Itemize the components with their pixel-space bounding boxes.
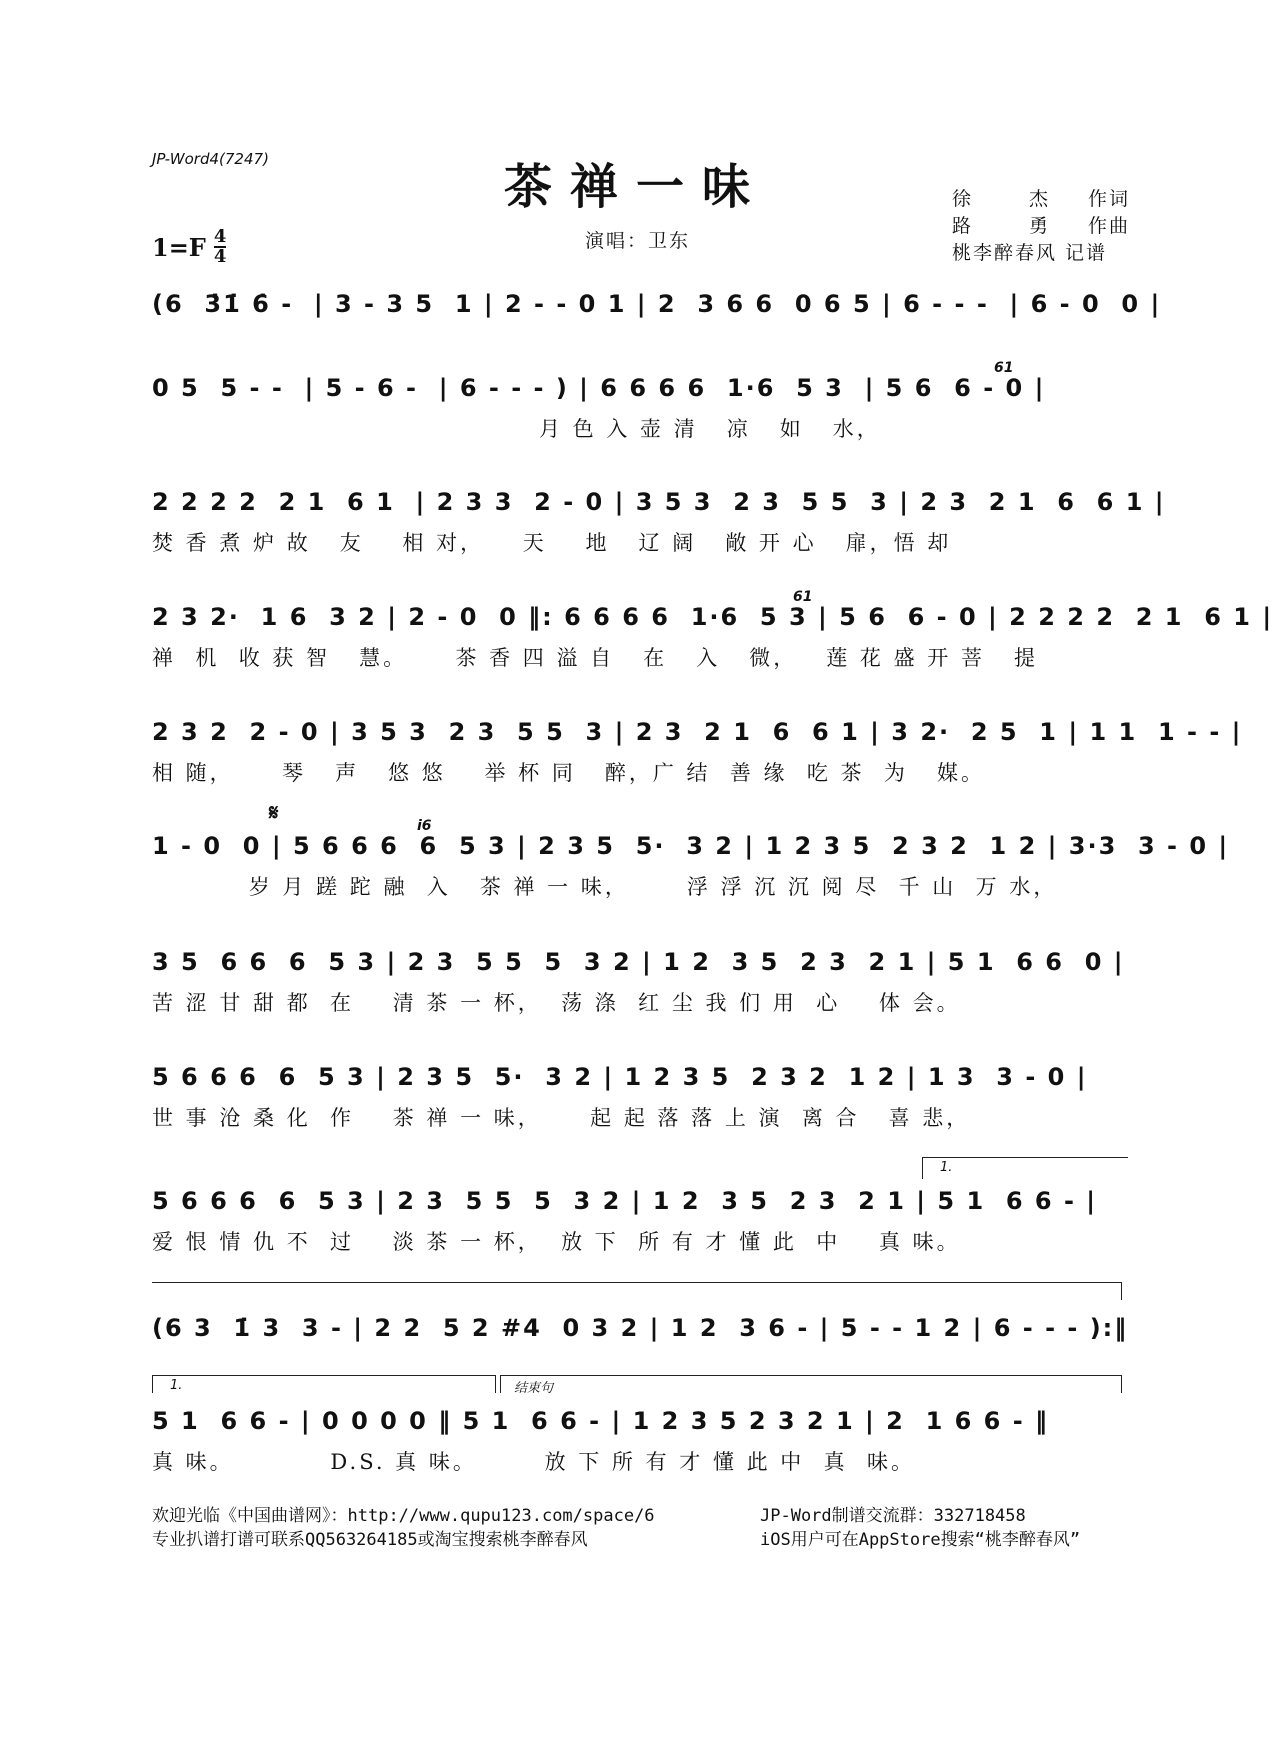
notes-line-4: 2 3 2· 1 6 3 2 | 2 - 0 0 ‖: 6 6 6 6 1·6 5 3 | 5 6 6 - 0 | 2 2 2 2 2 1 6 1 | [152,603,1273,631]
song-title: 茶禅一味 [503,159,768,215]
lyrics-line-4: 禅 机 收 获 智 慧。 茶 香 四 溢 自 在 入 微， 莲 花 盛 开 菩 提 [152,646,1038,670]
footer-left-line-2: 专业扒谱打谱可联系QQ563264185或淘宝搜索桃李醉春风 [152,1530,588,1550]
composer-credit [952,213,1130,240]
ending-bracket-top [500,1375,1122,1376]
key-signature [152,228,226,266]
lyricist-name-2: 杰 [1028,188,1050,210]
footer-right-line-2: iOS用户可在AppStore搜索“桃李醉春风” [760,1530,1081,1550]
volta-bracket-side-2b [495,1375,496,1393]
lyricist-name-1: 徐 [952,188,974,210]
footer-right-line-1: JP-Word制谱交流群：332718458 [760,1506,1026,1526]
grace-note-61b: 61 [793,589,813,605]
lyrics-line-6: 岁 月 蹉 跎 融 入 茶 禅 一 味， 浮 浮 沉 沉 阅 尽 千 山 万 水， [152,875,1058,899]
ending-bracket-side-a [500,1375,501,1393]
lyricist-role: 作词 [1087,188,1130,210]
interlude-bracket-side [1121,1282,1122,1300]
singer-label: 演唱：卫东 [585,230,691,252]
notes-line-8: 5 6 6 6 6 5 3 | 2 3 5 5· 3 2 | 1 2 3 5 2 3 2 1 2 | 1 3 3 - 0 | [152,1063,1088,1091]
credits [952,186,1130,267]
composer-name-1: 路 [952,215,974,237]
notes-line-1: (6 3̇1̇ 6̇ - | 3 - 3 5 1 | 2 - - 0 1 | 2 3 6 6 0 6 5 | 6 - - - | 6 - 0 0 | [152,290,1162,318]
notes-line-10: (6 3 1̇ 3 3 - | 2 2 5 2 #4 0 3 2 | 1 2 3 6 - | 5 - - 1 2 | 6 - - - ):‖ [152,1314,1129,1342]
composer-name-2: 勇 [1028,215,1050,237]
notes-line-6: 1 - 0 0 | 5 6 6 6 6 5 3 | 2 3 5 5· 3 2 | 1 2 3 5 2 3 2 1 2 | 3·3 3 - 0 | [152,832,1230,860]
interlude-bracket-top [152,1282,1122,1283]
lyrics-line-3: 焚 香 煮 炉 故 友 相 对， 天 地 辽 阔 敞 开 心 扉，悟 却 [152,531,952,555]
volta-bracket-side-1 [922,1157,923,1179]
time-top: 4 [213,226,227,247]
time-bottom: 4 [213,246,227,267]
notes-line-7: 3 5 6 6 6 5 3 | 2 3 5 5 5 3 2 | 1 2 3 5 2 3 2 1 | 5 1 6 6 0 | [152,948,1125,976]
notes-line-11: 5 1 6 6 - | 0 0 0 0 ‖ 5 1 6 6 - | 1 2 3 5 2 3 2 1 | 2 1 6 6 - ‖ [152,1407,1050,1435]
lyrics-line-2: 月 色 入 壶 清 凉 如 水， [152,417,881,441]
volta-bracket-top-1 [922,1157,1128,1158]
notes-line-5: 2 3 2 2 - 0 | 3 5 3 2 3 5 5 3 | 2 3 2 1 6 6 1 | 3 2· 2 5 1 | 1 1 1 - - | [152,718,1243,746]
volta-1-label: 1. [940,1160,953,1175]
volta-bracket-top-2 [152,1375,496,1376]
notes-line-9: 5 6 6 6 6 5 3 | 2 3 5 5 5 3 2 | 1 2 3 5 2 3 2 1 | 5 1 6 6 - | [152,1187,1098,1215]
lyrics-line-9: 爱 恨 情 仇 不 过 淡 茶 一 杯， 放 下 所 有 才 懂 此 中 真 味。 [152,1230,961,1254]
ending-bracket-side-b [1121,1375,1122,1393]
key-label: 1=F [152,232,206,262]
segno-icon: 𝄋 [269,800,279,826]
lyrics-line-7: 苦 涩 甘 甜 都 在 清 茶 一 杯， 荡 涤 红 尘 我 们 用 心 体 会。 [152,991,961,1015]
footer-right [760,1504,1080,1552]
volta-1b-label: 1. [170,1378,183,1393]
grace-note-16a: i6 [417,818,432,834]
grace-note-61a: 61 [994,360,1014,376]
time-signature [214,228,227,266]
volta-bracket-side-2a [152,1375,153,1393]
ending-label: 结束句 [514,1381,554,1396]
footer-left [152,1504,655,1552]
transcriber-credit: 桃李醉春风 记谱 [952,242,1108,264]
lyrics-line-5: 相 随， 琴 声 悠 悠 举 杯 同 醉，广 结 善 缘 吃 茶 为 媒。 [152,761,985,785]
lyrics-line-8: 世 事 沧 桑 化 作 茶 禅 一 味， 起 起 落 落 上 演 离 合 喜 悲， [152,1106,971,1130]
lyricist-credit [952,186,1130,213]
notes-line-2: 0 5 5 - - | 5 - 6 - | 6 - - - ) | 6 6 6 6 1·6 5 3 | 5 6 6 - 0 | [152,374,1046,402]
lyrics-line-11: 真 味。 D.S. 真 味。 放 下 所 有 才 懂 此 中 真 味。 [152,1450,916,1474]
footer-left-line-1: 欢迎光临《中国曲谱网》：http://www.qupu123.com/space/6 [152,1506,655,1526]
notes-line-3: 2 2 2 2 2 1 6 1 | 2 3 3 2 - 0 | 3 5 3 2 3 5 5 3 | 2 3 2 1 6 6 1 | [152,488,1166,516]
software-label: JP-Word4(7247) [152,150,269,168]
composer-role: 作曲 [1087,215,1130,237]
